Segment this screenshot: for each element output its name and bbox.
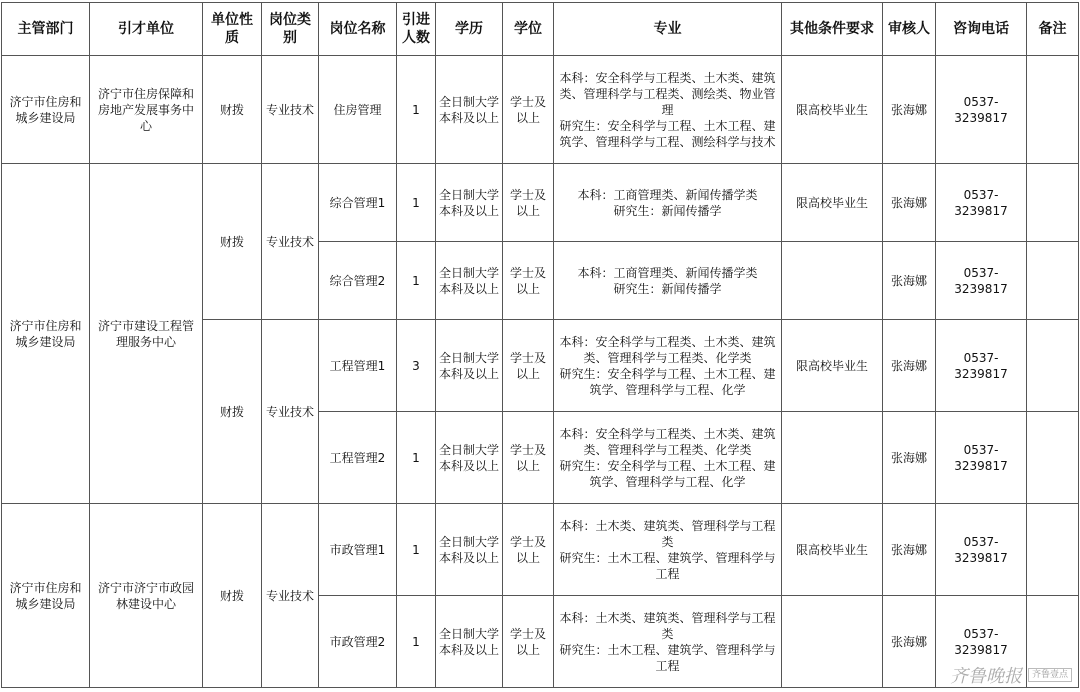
degree-cell: 学士及以上: [503, 320, 554, 412]
post-cell: 综合管理2: [319, 242, 397, 320]
other-cell: 限高校毕业生: [782, 504, 883, 596]
header-edu: 学历: [436, 3, 503, 56]
nature-cell: 财拨: [203, 164, 262, 320]
remark-cell: [1027, 242, 1079, 320]
category-cell: 专业技术: [262, 56, 319, 164]
degree-cell: 学士及以上: [503, 164, 554, 242]
major-cell: 本科：安全科学与工程类、土木类、建筑类、管理科学与工程类、化学类 研究生：安全科学与工程、土木工程、建筑学、管理科学与工程、化学: [554, 412, 782, 504]
edu-cell: 全日制大学本科及以上: [436, 596, 503, 688]
dept-cell: 济宁市住房和城乡建设局: [2, 504, 90, 688]
header-other: 其他条件要求: [782, 3, 883, 56]
dept-cell: 济宁市住房和城乡建设局: [2, 164, 90, 504]
degree-cell: 学士及以上: [503, 504, 554, 596]
category-cell: 专业技术: [262, 320, 319, 504]
post-cell: 综合管理1: [319, 164, 397, 242]
other-cell: 限高校毕业生: [782, 164, 883, 242]
watermark-brand: 齐鲁晚报: [949, 666, 1022, 687]
count-cell: 1: [397, 164, 436, 242]
remark-cell: [1027, 412, 1079, 504]
post-cell: 市政管理2: [319, 596, 397, 688]
degree-cell: 学士及以上: [503, 412, 554, 504]
other-cell: [782, 412, 883, 504]
phone-cell: 0537-3239817: [936, 56, 1027, 164]
other-cell: [782, 242, 883, 320]
category-cell: 专业技术: [262, 164, 319, 320]
table-row: [2, 504, 1079, 596]
header-count: 引进人数: [397, 3, 436, 56]
reviewer-cell: 张海娜: [883, 596, 936, 688]
nature-cell: 财拨: [203, 56, 262, 164]
reviewer-cell: 张海娜: [883, 164, 936, 242]
remark-cell: [1027, 320, 1079, 412]
nature-cell: 财拨: [203, 320, 262, 504]
table-body: [2, 56, 1079, 688]
header-post: 岗位名称: [319, 3, 397, 56]
reviewer-cell: 张海娜: [883, 412, 936, 504]
watermark-sub: 齐鲁壹点: [1028, 668, 1072, 682]
unit-cell: 济宁市住房保障和房地产发展事务中心: [90, 56, 203, 164]
header-remark: 备注: [1027, 3, 1079, 56]
count-cell: 1: [397, 504, 436, 596]
post-cell: 市政管理1: [319, 504, 397, 596]
major-cell: 本科：土木类、建筑类、管理科学与工程类 研究生：土木工程、建筑学、管理科学与工程: [554, 596, 782, 688]
other-cell: [782, 596, 883, 688]
phone-cell: 0537-3239817: [936, 504, 1027, 596]
header-nature: 单位性质: [203, 3, 262, 56]
dept-cell: 济宁市住房和城乡建设局: [2, 56, 90, 164]
count-cell: 1: [397, 596, 436, 688]
major-cell: 本科：工商管理类、新闻传播学类 研究生：新闻传播学: [554, 242, 782, 320]
count-cell: 1: [397, 56, 436, 164]
unit-cell: 济宁市建设工程管理服务中心: [90, 164, 203, 504]
other-cell: 限高校毕业生: [782, 56, 883, 164]
major-cell: 本科：土木类、建筑类、管理科学与工程类 研究生：土木工程、建筑学、管理科学与工程: [554, 504, 782, 596]
category-cell: 专业技术: [262, 504, 319, 688]
phone-cell: 0537-3239817: [936, 164, 1027, 242]
phone-cell: 0537-3239817: [936, 412, 1027, 504]
post-cell: 工程管理2: [319, 412, 397, 504]
degree-cell: 学士及以上: [503, 56, 554, 164]
edu-cell: 全日制大学本科及以上: [436, 164, 503, 242]
other-cell: 限高校毕业生: [782, 320, 883, 412]
post-cell: 工程管理1: [319, 320, 397, 412]
major-cell: 本科：工商管理类、新闻传播学类 研究生：新闻传播学: [554, 164, 782, 242]
phone-cell: 0537-3239817: [936, 596, 1027, 688]
header-dept: 主管部门: [2, 3, 90, 56]
remark-cell: [1027, 164, 1079, 242]
major-cell: 本科：安全科学与工程类、土木类、建筑类、管理科学与工程类、测绘类、物业管理 研究生：安全科学与工程、土木工程、建筑学、管理科学与工程、测绘科学与技术: [554, 56, 782, 164]
count-cell: 3: [397, 320, 436, 412]
reviewer-cell: 张海娜: [883, 320, 936, 412]
phone-cell: 0537-3239817: [936, 320, 1027, 412]
header-degree: 学位: [503, 3, 554, 56]
edu-cell: 全日制大学本科及以上: [436, 242, 503, 320]
header-phone: 咨询电话: [936, 3, 1027, 56]
table-row: [2, 56, 1079, 164]
reviewer-cell: 张海娜: [883, 242, 936, 320]
edu-cell: 全日制大学本科及以上: [436, 504, 503, 596]
recruitment-table: [1, 2, 1079, 688]
post-cell: 住房管理: [319, 56, 397, 164]
phone-cell: 0537-3239817: [936, 242, 1027, 320]
remark-cell: [1027, 596, 1079, 688]
header-row: [2, 3, 1079, 56]
major-cell: 本科：安全科学与工程类、土木类、建筑类、管理科学与工程类、化学类 研究生：安全科学与工程、土木工程、建筑学、管理科学与工程、化学: [554, 320, 782, 412]
count-cell: 1: [397, 412, 436, 504]
remark-cell: [1027, 56, 1079, 164]
degree-cell: 学士及以上: [503, 242, 554, 320]
header-reviewer: 审核人: [883, 3, 936, 56]
edu-cell: 全日制大学本科及以上: [436, 412, 503, 504]
reviewer-cell: 张海娜: [883, 56, 936, 164]
degree-cell: 学士及以上: [503, 596, 554, 688]
table-row: [2, 164, 1079, 242]
edu-cell: 全日制大学本科及以上: [436, 56, 503, 164]
header-category: 岗位类别: [262, 3, 319, 56]
count-cell: 1: [397, 242, 436, 320]
header-major: 专业: [554, 3, 782, 56]
reviewer-cell: 张海娜: [883, 504, 936, 596]
edu-cell: 全日制大学本科及以上: [436, 320, 503, 412]
unit-cell: 济宁市济宁市政园林建设中心: [90, 504, 203, 688]
header-unit: 引才单位: [90, 3, 203, 56]
nature-cell: 财拨: [203, 504, 262, 688]
remark-cell: [1027, 504, 1079, 596]
